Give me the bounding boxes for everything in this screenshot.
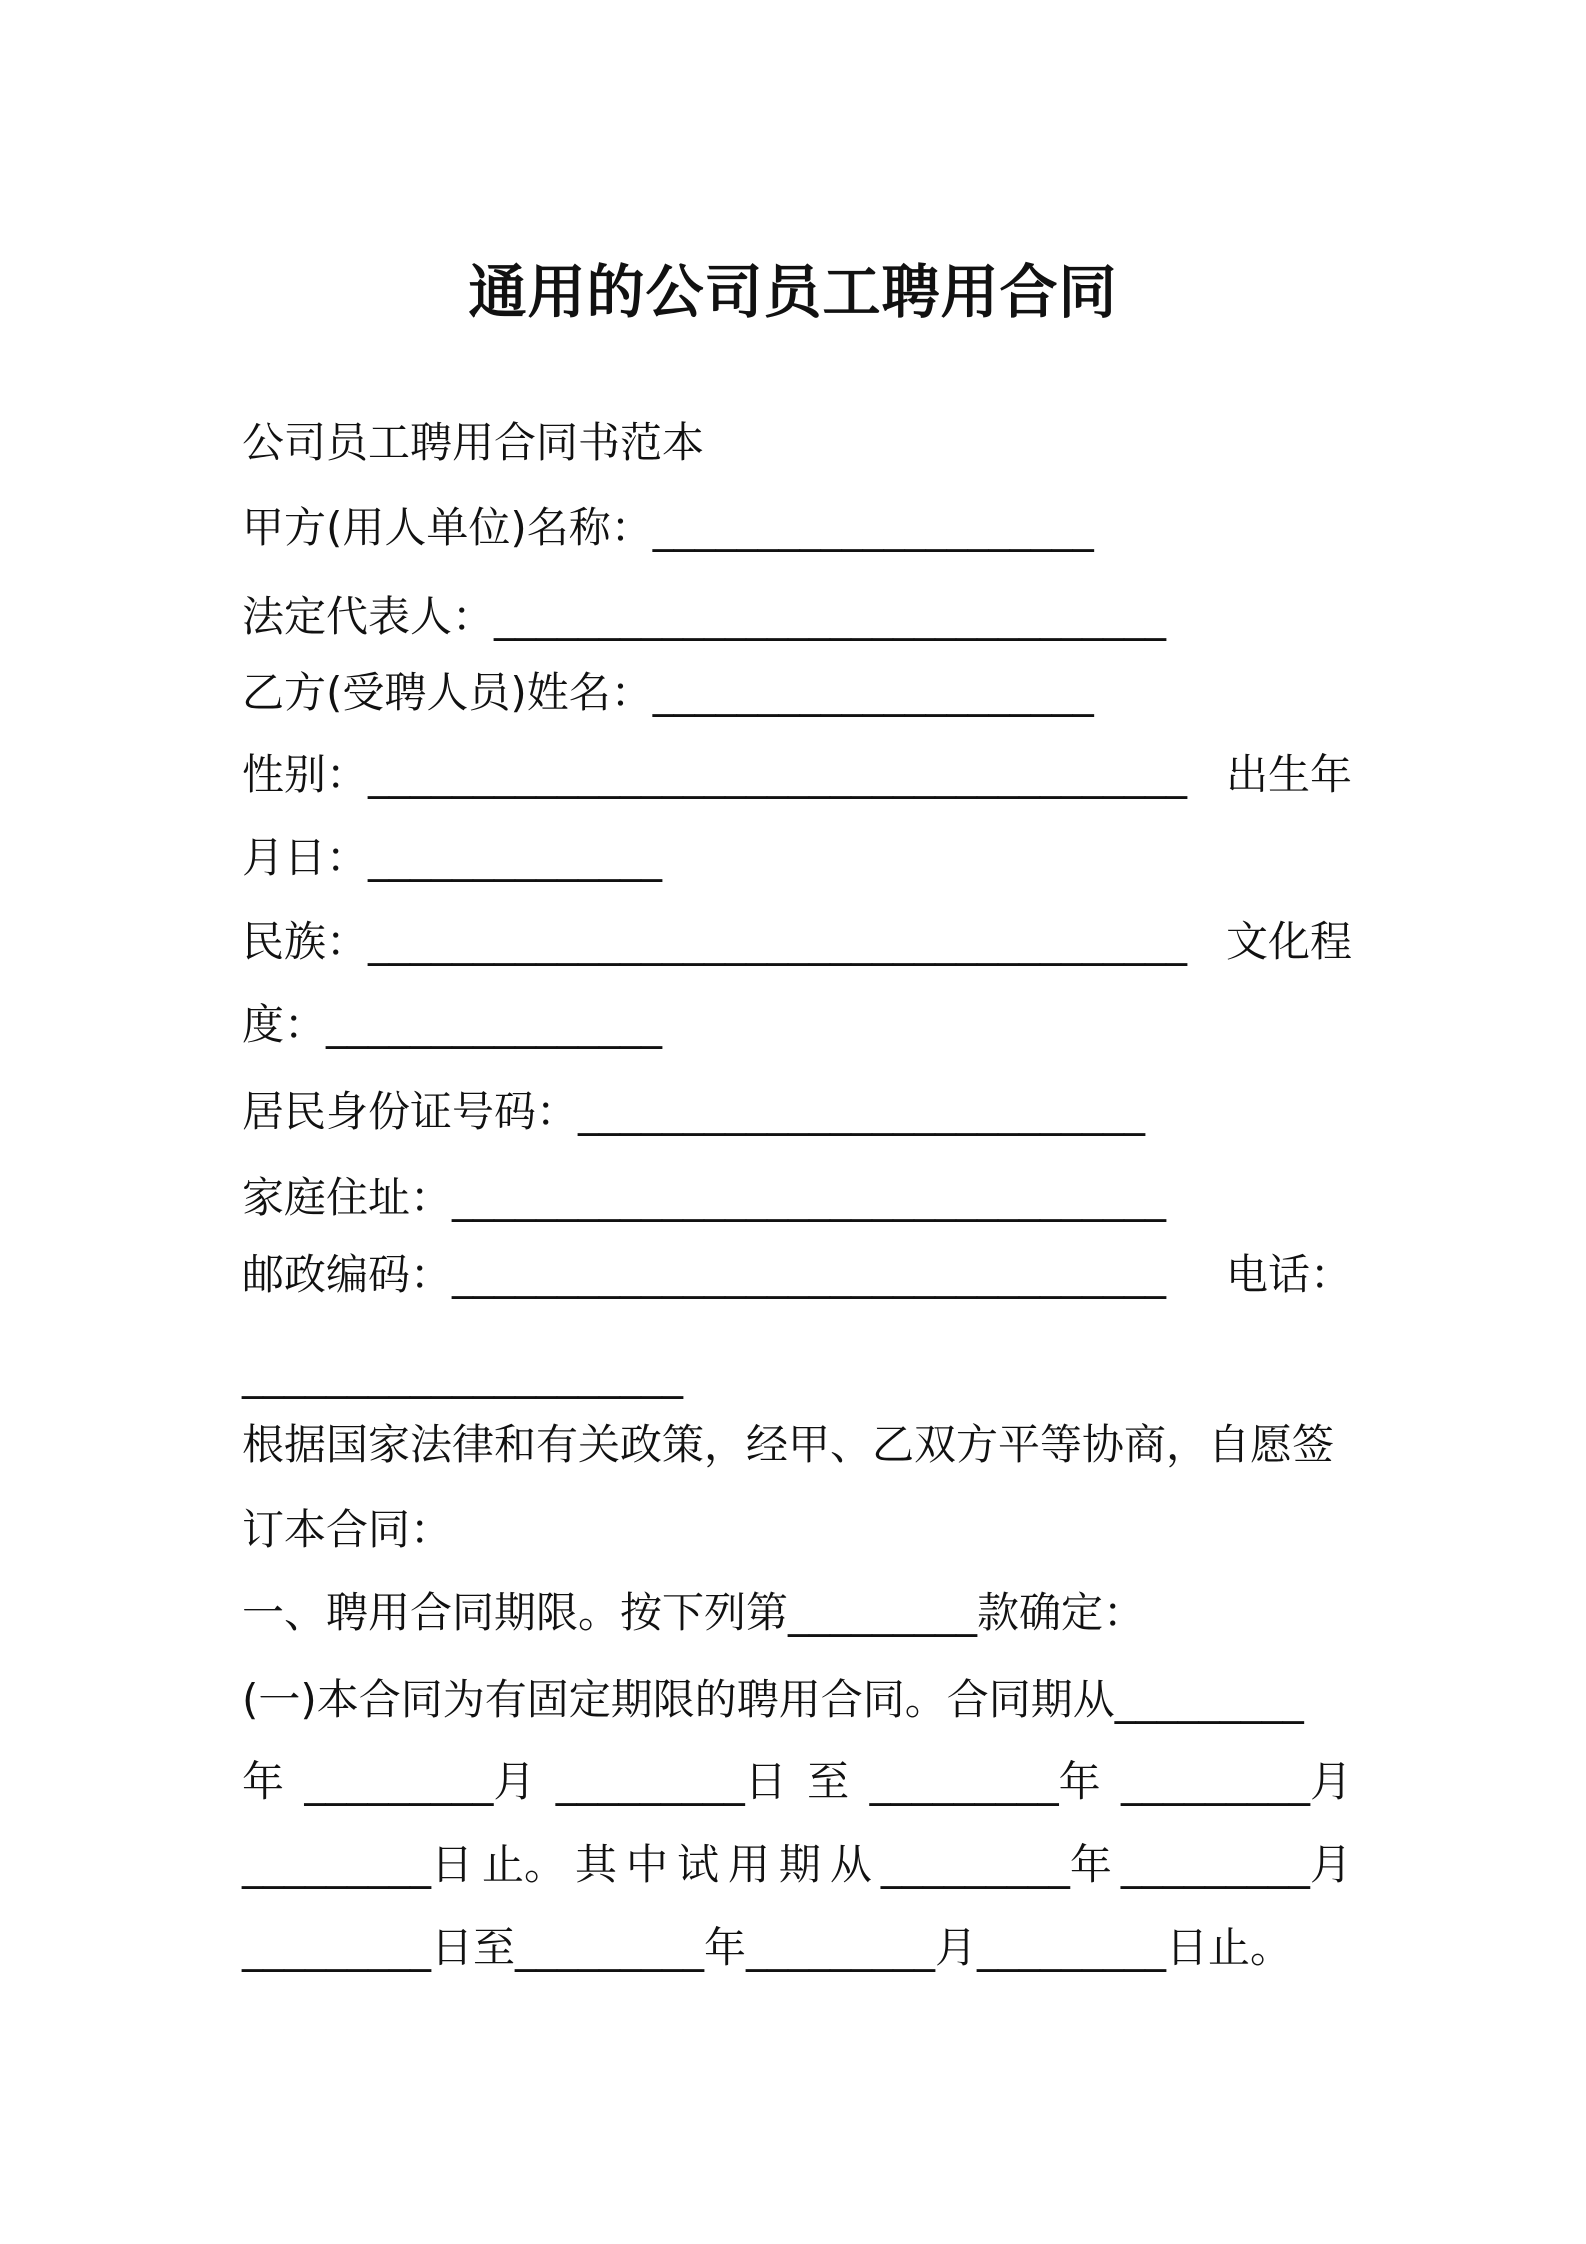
clause-text-segment: 止。: [481, 1840, 566, 1889]
id-number-field: 居民身份证号码：___________________________: [242, 1087, 1146, 1136]
postcode-field: 邮政编码：__________________________________: [242, 1250, 1167, 1299]
clause-text-segment: 中: [625, 1840, 668, 1889]
education-field: 度：________________: [242, 1000, 663, 1049]
phone-label: 电话：: [1225, 1250, 1352, 1299]
clause-text-segment: 至: [807, 1757, 850, 1806]
basis-paragraph-line1: 根据国家法律和有关政策，经甲、乙双方平等协商，自愿签: [242, 1420, 1335, 1469]
clause-text-segment: 用: [727, 1840, 770, 1889]
clause-1-1-line1: (一)本合同为有固定期限的聘用合同。合同期从_________: [242, 1675, 1304, 1724]
gender-field: 性别：_______________________________________: [242, 750, 1188, 799]
clause-1-1-line4: _________日至_________年_________月_________日止。: [242, 1923, 1293, 1972]
clause-text-segment: _________月: [304, 1757, 536, 1806]
clause-1-1-line2: [242, 1752, 1352, 1812]
clause-text-segment: _________年: [869, 1757, 1101, 1806]
birth-year-label: 出生年: [1225, 750, 1352, 799]
clause-text-segment: 年: [242, 1757, 285, 1806]
postcode-field-line: [242, 1245, 1352, 1305]
gender-field-line: [242, 745, 1352, 805]
education-label: 文化程: [1225, 917, 1352, 966]
clause-text-segment: 从: [829, 1840, 872, 1889]
ethnicity-field-line: [242, 912, 1352, 972]
birth-date-field: 月日：______________: [242, 833, 663, 882]
home-address-field: 家庭住址：__________________________________: [242, 1173, 1167, 1222]
clause-1-heading: 一、聘用合同期限。按下列第_________款确定：: [242, 1588, 1146, 1637]
clause-1-1-line3: [242, 1835, 1352, 1895]
clause-text-segment: _________月: [1120, 1757, 1352, 1806]
clause-text-segment: _________日: [242, 1840, 474, 1889]
ethnicity-field: 民族：_______________________________________: [242, 917, 1188, 966]
clause-text-segment: _________日: [555, 1757, 787, 1806]
document-title: 通用的公司员工聘用合同: [468, 258, 1118, 326]
basis-paragraph-line2: 订本合同：: [242, 1505, 453, 1554]
phone-field: _____________________: [242, 1350, 683, 1399]
clause-text-segment: _________年: [880, 1840, 1112, 1889]
legal-representative-field: 法定代表人：________________________________: [242, 592, 1167, 641]
clause-text-segment: 试: [676, 1840, 719, 1889]
party-a-name-field: 甲方(用人单位)名称：_____________________: [242, 503, 1094, 552]
document-subtitle: 公司员工聘用合同书范本: [242, 418, 705, 467]
clause-text-segment: _________月: [1120, 1840, 1352, 1889]
clause-text-segment: 期: [778, 1840, 821, 1889]
party-b-name-field: 乙方(受聘人员)姓名：_____________________: [242, 668, 1094, 717]
clause-text-segment: 其: [574, 1840, 617, 1889]
